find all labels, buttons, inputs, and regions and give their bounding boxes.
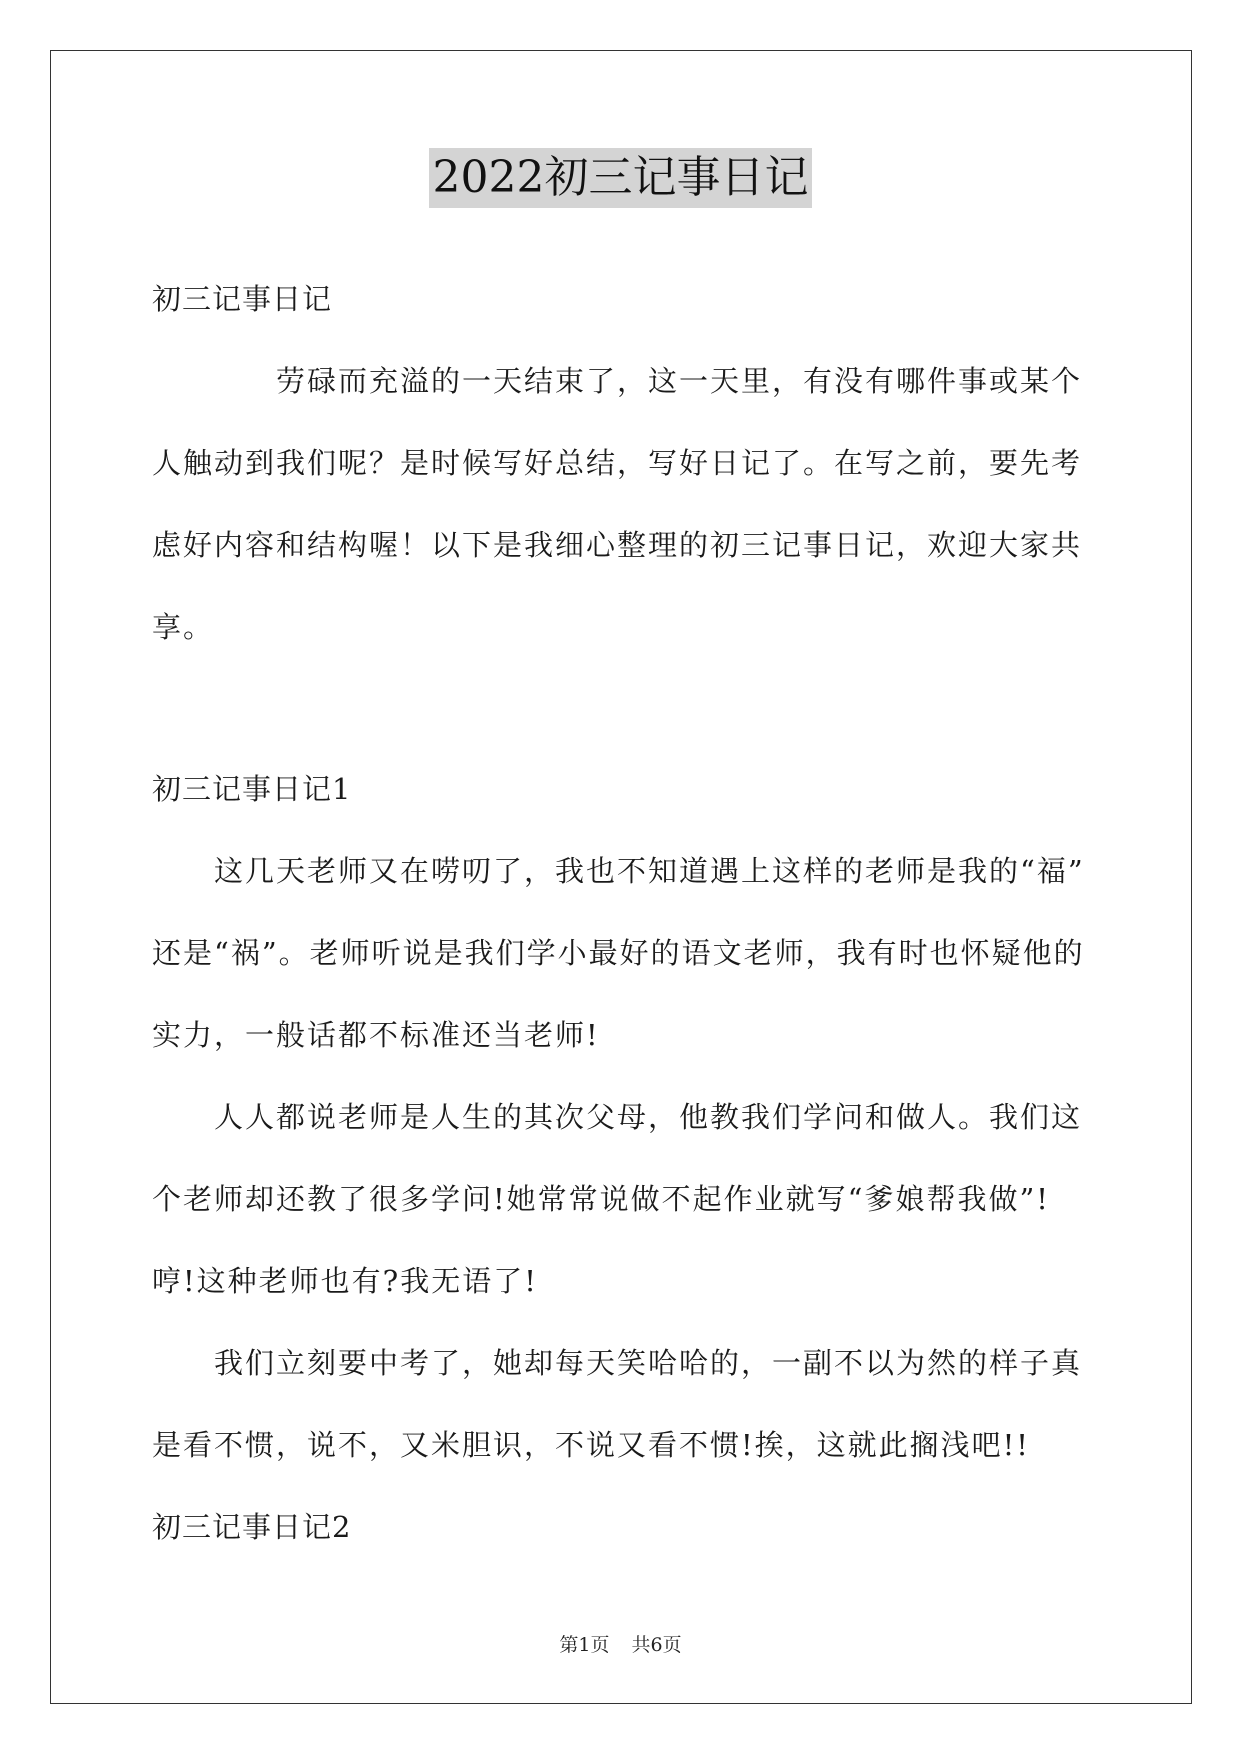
page-footer <box>0 1630 1241 1657</box>
intro-paragraph-line: 劳碌而充溢的一天结束了，这一天里，有没有哪件事或某个 <box>276 364 1083 398</box>
document-title: 2022初三记事日记 <box>429 148 813 208</box>
paragraph-line: 哼!这种老师也有?我无语了! <box>152 1264 538 1298</box>
intro-paragraph-line: 享。 <box>152 610 215 644</box>
page-total: 共6页 <box>631 1634 682 1656</box>
section-heading-1: 初三记事日记1 <box>152 772 352 806</box>
document-body <box>152 258 1092 1568</box>
title-container <box>0 148 1241 208</box>
paragraph-line: 人人都说老师是人生的其次父母，他教我们学问和做人。我们这 <box>214 1100 1083 1134</box>
intro-paragraph-line: 虑好内容和结构喔！以下是我细心整理的初三记事日记，欢迎大家共 <box>152 528 1083 562</box>
intro-paragraph-line: 人触动到我们呢？是时候写好总结，写好日记了。在写之前，要先考 <box>152 446 1083 480</box>
page-number: 第1页 <box>559 1634 610 1656</box>
paragraph-line: 这几天老师又在唠叨了，我也不知道遇上这样的老师是我的“福” <box>214 854 1085 888</box>
paragraph-line: 实力，一般话都不标准还当老师! <box>152 1018 600 1052</box>
section-heading-2: 初三记事日记2 <box>152 1510 352 1544</box>
paragraph-line: 个老师却还教了很多学问!她常常说做不起作业就写“爹娘帮我做”! <box>152 1182 1050 1216</box>
intro-heading: 初三记事日记 <box>152 282 333 316</box>
section-spacer <box>152 668 1092 748</box>
paragraph-line: 还是“祸”。老师听说是我们学小最好的语文老师，我有时也怀疑他的 <box>152 936 1085 970</box>
paragraph-line: 是看不惯，说不，又米胆识，不说又看不惯!挨，这就此搁浅吧!! <box>152 1428 1030 1462</box>
paragraph-line: 我们立刻要中考了，她却每天笑哈哈的，一副不以为然的样子真 <box>214 1346 1083 1380</box>
